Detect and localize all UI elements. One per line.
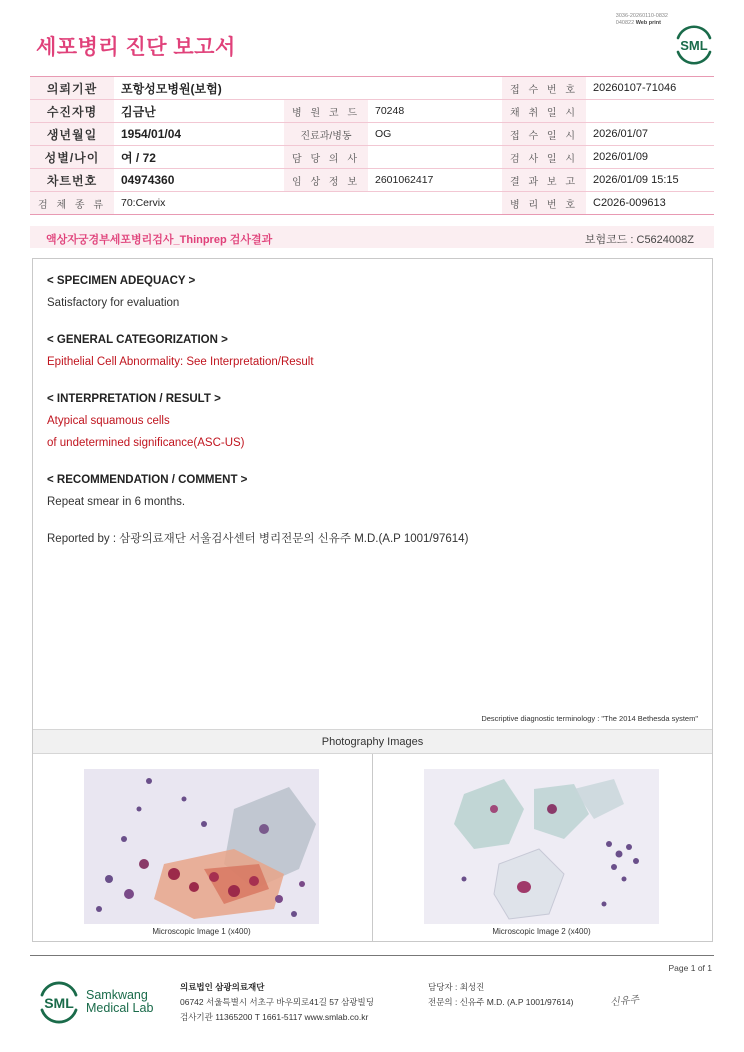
report-date-value: 2026/01/09 15:15 — [586, 169, 714, 192]
brand-line1: Samkwang — [86, 988, 148, 1002]
receipt-no-label: 접 수 번 호 — [502, 77, 586, 100]
footer-brand — [86, 989, 153, 1015]
dept-label: 진료과/병동 — [284, 123, 368, 146]
recommendation-title: < RECOMMENDATION / COMMENT > — [47, 474, 248, 486]
exam-name: 액상자궁경부세포병리검사_Thinprep 검사결과 — [46, 234, 273, 246]
footer-divider — [30, 955, 714, 956]
recommendation-text: Repeat smear in 6 months. — [47, 496, 186, 508]
birth-label: 생년월일 — [30, 123, 114, 146]
adequacy-title: < SPECIMEN ADEQUACY > — [47, 275, 196, 287]
footer-logo-text: SML — [44, 995, 74, 1011]
test-date-value: 2026/01/09 — [586, 146, 714, 169]
footer-sml-logo-icon — [37, 980, 81, 1024]
chart-no-label: 차트번호 — [30, 169, 114, 192]
clinical-label: 임 상 정 보 — [284, 169, 368, 192]
info-row — [30, 192, 714, 215]
footer-org — [180, 980, 374, 1025]
org-address: 06742 서울특별시 서초구 바우뫼로41길 57 삼광빌딩 — [180, 997, 374, 1007]
collect-date-label: 채 취 일 시 — [502, 100, 586, 123]
pathology-no-value: C2026-009613 — [586, 192, 714, 215]
doctor-label: 담 당 의 사 — [284, 146, 368, 169]
brand-line2: Medical Lab — [86, 1001, 154, 1015]
info-row — [30, 100, 714, 123]
hospital-code-label: 병 원 코 드 — [284, 100, 368, 123]
photo-caption-1: Microscopic Image 1 (x400) — [152, 927, 251, 936]
general-title: < GENERAL CATEGORIZATION > — [47, 334, 228, 346]
sex-age-value: 여 / 72 — [114, 146, 284, 169]
specimen-label: 검 체 종 류 — [30, 192, 114, 215]
hospital-code-value: 70248 — [368, 100, 502, 123]
staff-name: 담당자 : 최성진 — [428, 982, 485, 992]
test-date-label: 검 사 일 시 — [502, 146, 586, 169]
report-box — [32, 258, 713, 942]
print-meta-line2: 040822 Web print — [615, 20, 661, 26]
info-row — [30, 169, 714, 192]
photo-divider — [372, 754, 373, 942]
request-org-label: 의뢰기관 — [30, 77, 114, 100]
info-row — [30, 123, 714, 146]
org-name: 의료법인 삼광의료재단 — [180, 982, 265, 992]
footer-staff — [428, 980, 574, 1010]
reported-by: Reported by : 삼광의료재단 서울검사센터 병리전문의 신유주 M.D.(A.P 1001/97614) — [47, 533, 469, 545]
receipt-no-value: 20260107-71046 — [586, 77, 714, 100]
collect-date-value — [586, 100, 714, 123]
receipt-date-value: 2026/01/07 — [586, 123, 714, 146]
patient-name-value: 김금난 — [114, 100, 284, 123]
request-org-value: 포항성모병원(보험) — [114, 77, 502, 100]
page-number: Page 1 of 1 — [668, 963, 712, 973]
sex-age-label: 성별/나이 — [30, 146, 114, 169]
page-title: 세포병리 진단 보고서 — [36, 36, 236, 59]
interpretation-line2: of undetermined significance(ASC-US) — [47, 437, 245, 449]
birth-value: 1954/01/04 — [114, 123, 284, 146]
microscopic-image-2 — [424, 769, 659, 924]
photo-caption-2: Microscopic Image 2 (x400) — [492, 927, 591, 936]
receipt-date-label: 접 수 일 시 — [502, 123, 586, 146]
general-text: Epithelial Cell Abnormality: See Interpretation/Result — [47, 356, 314, 368]
logo-text: SML — [680, 38, 708, 53]
report-date-label: 결 과 보 고 — [502, 169, 586, 192]
dept-value: OG — [368, 123, 502, 146]
report-content — [47, 270, 702, 550]
patient-info-table — [30, 76, 714, 215]
info-row — [30, 146, 714, 169]
print-meta — [616, 13, 668, 27]
clinical-value: 2601062417 — [368, 169, 502, 192]
terminology-note: Descriptive diagnostic terminology : "The 2014 Bethesda system" — [481, 714, 698, 723]
microscopic-image-1 — [84, 769, 319, 924]
sml-logo-icon — [672, 22, 716, 66]
insurance-code: 보험코드 : C5624008Z — [584, 234, 694, 246]
specialist-name: 전문의 : 신유주 M.D. (A.P 1001/97614) — [428, 997, 574, 1007]
pathology-no-label: 병 리 번 호 — [502, 192, 586, 215]
exam-bar — [30, 226, 714, 248]
org-contact: 검사기관 11365200 T 1661-5117 www.smlab.co.kr — [180, 1012, 369, 1022]
chart-no-value: 04974360 — [114, 169, 284, 192]
doctor-value — [368, 146, 502, 169]
signature: 신유주 — [609, 994, 640, 1009]
print-meta-line1: 3036-20260110-0832 — [615, 13, 668, 19]
patient-name-label: 수진자명 — [30, 100, 114, 123]
adequacy-text: Satisfactory for evaluation — [47, 297, 180, 309]
specimen-value: 70:Cervix — [114, 192, 502, 215]
interpretation-line1: Atypical squamous cells — [47, 415, 170, 427]
info-row — [30, 77, 714, 100]
interpretation-title: < INTERPRETATION / RESULT > — [47, 393, 221, 405]
photo-section-header: Photography Images — [33, 729, 712, 754]
